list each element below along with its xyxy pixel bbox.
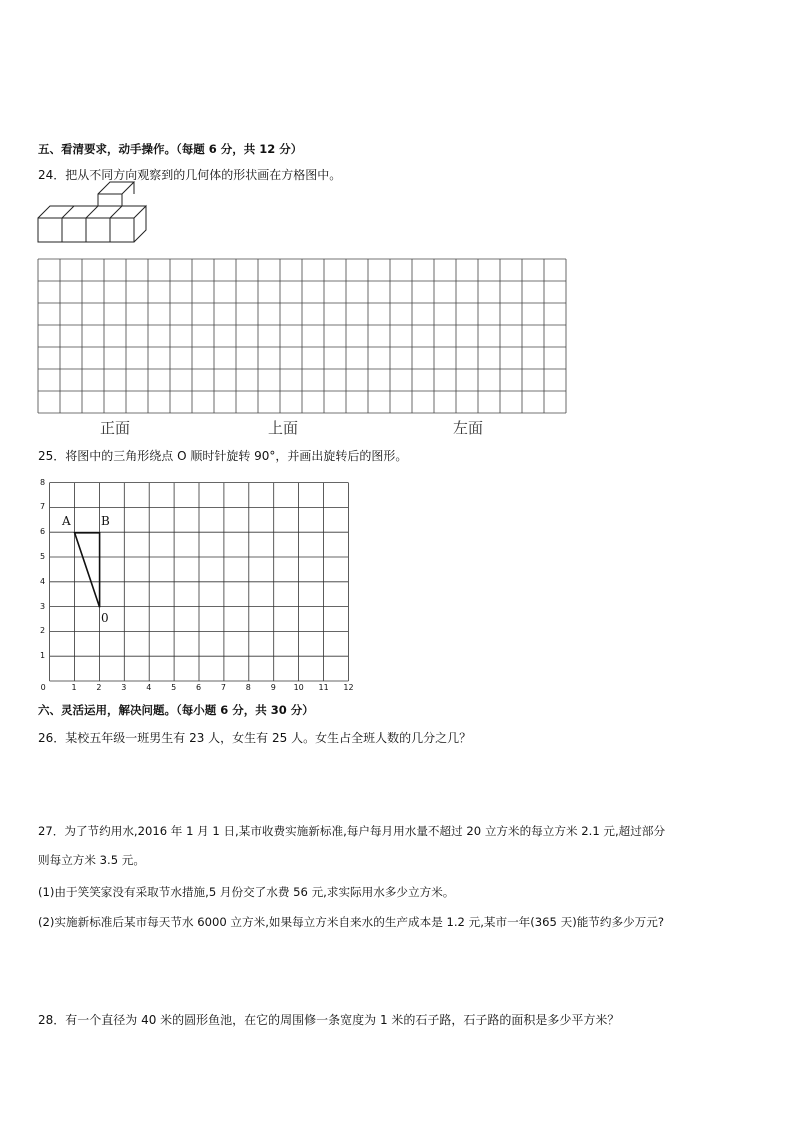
point-o-label: 0 [101, 611, 109, 625]
x-tick-label: 8 [245, 683, 251, 692]
y-tick-label: 6 [40, 527, 46, 537]
section-5-heading: 五、看清要求，动手操作。（每题 6 分，共 12 分） [38, 142, 303, 156]
question-24-text: 24．把从不同方向观察到的几何体的形状画在方格图中。 [38, 168, 342, 182]
x-tick-label: 4 [146, 683, 152, 692]
question-27-line-1: 27．为了节约用水,2016 年 1 月 1 日,某市收费实施新标准,每户每月用水量不超过 20 立方米的每立方米 2.1 元,超过部分 [38, 824, 666, 838]
point-b-label: B [101, 514, 110, 528]
question-24-square-grid [38, 259, 566, 413]
x-tick-label: 2 [96, 683, 102, 692]
x-tick-label: 9 [270, 683, 276, 692]
cubes-solid-icon [38, 182, 146, 242]
triangle-abo [75, 533, 100, 607]
y-tick-label: 2 [40, 626, 46, 636]
y-tick-label: 1 [40, 651, 46, 661]
question-27-sub-2: (2)实施新标准后某市每天节水 6000 立方米,如果每立方米自来水的生产成本是 1.2 元,某市一年(365 天)能节约多少万元? [38, 915, 665, 929]
question-27-line-2: 则每立方米 3.5 元。 [38, 853, 145, 867]
x-tick-label: 10 [293, 683, 304, 692]
x-tick-label: 6 [196, 683, 202, 692]
y-tick-label: 7 [40, 502, 46, 512]
x-tick-label: 1 [71, 683, 77, 692]
view-label-left: 左面 [453, 419, 484, 437]
x-tick-label: 7 [220, 683, 226, 692]
x-tick-label: 12 [343, 683, 354, 692]
question-26-text: 26．某校五年级一班男生有 23 人，女生有 25 人。女生占全班人数的几分之几？ [38, 731, 472, 745]
view-label-top: 上面 [268, 419, 299, 437]
x-tick-label: 5 [171, 683, 177, 692]
y-tick-label: 5 [40, 552, 46, 561]
question-27-sub-1: (1)由于笑笑家没有采取节水措施,5 月份交了水费 56 元,求实际用水多少立方米。 [38, 885, 455, 899]
point-a-label: A [62, 514, 71, 528]
question-25-coordinate-grid [50, 483, 349, 681]
section-6-heading: 六、灵活运用，解决问题。（每小题 6 分，共 30 分） [38, 703, 314, 717]
question-28-text: 28．有一个直径为 40 米的圆形鱼池，在它的周围修一条宽度为 1 米的石子路，石子路的面积是多少平方米？ [38, 1013, 620, 1027]
y-tick-label: 3 [40, 601, 46, 611]
question-25-text: 25．将图中的三角形绕点 O 顺时针旋转 90°，并画出旋转后的图形。 [38, 449, 408, 463]
x-tick-label: 0 [40, 683, 46, 692]
y-tick-label: 8 [40, 477, 46, 487]
x-tick-label: 11 [318, 683, 329, 692]
y-tick-label: 4 [40, 576, 46, 586]
x-tick-label: 3 [121, 683, 127, 692]
view-label-front: 正面 [100, 419, 131, 437]
